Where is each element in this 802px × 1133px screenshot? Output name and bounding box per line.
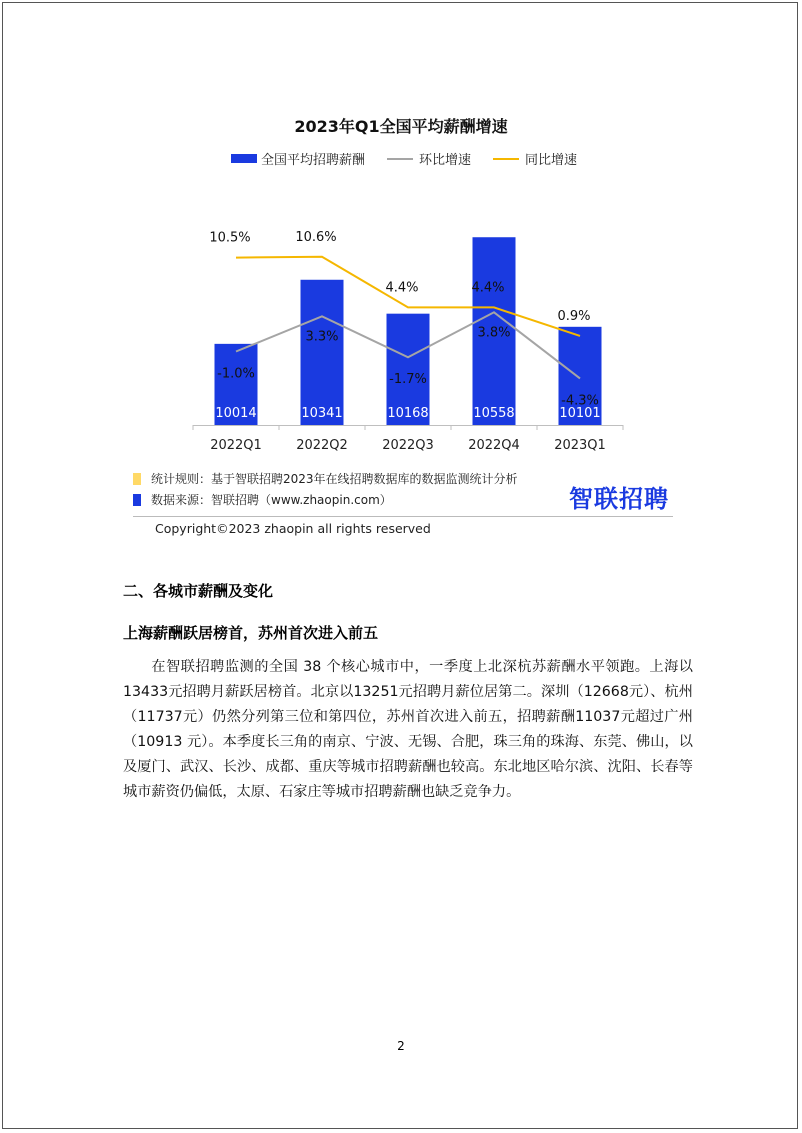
salary-growth-chart bbox=[3, 3, 799, 463]
x-tick-label: 2022Q1 bbox=[210, 438, 262, 453]
bar bbox=[301, 280, 344, 425]
copyright-text: Copyright©2023 zhaopin all rights reserved bbox=[155, 521, 431, 536]
bar-value-label: 10341 bbox=[301, 406, 343, 421]
legend-label-mom: 环比增速 bbox=[419, 153, 472, 168]
bar-value-label: 10558 bbox=[473, 406, 515, 421]
mom-data-label: 3.8% bbox=[477, 325, 511, 341]
source-square-icon bbox=[133, 494, 141, 506]
bar-value-label: 10168 bbox=[387, 406, 429, 421]
x-tick-label: 2023Q1 bbox=[554, 438, 606, 453]
document-page bbox=[2, 2, 798, 1129]
mom-data-label: -4.3% bbox=[561, 393, 599, 409]
yoy-data-label: 0.9% bbox=[557, 308, 591, 324]
section-heading: 二、各城市薪酬及变化 bbox=[123, 582, 274, 600]
x-tick-label: 2022Q2 bbox=[296, 438, 348, 453]
body-paragraph: 在智联招聘监测的全国 38 个核心城市中，一季度上北深杭苏薪酬水平领跑。上海以13433元招聘月薪跃居榜首。北京以13251元招聘月薪位居第二。深圳（12668元）、杭州（11737元）仍然分列第三位和第四位，苏州首次进入前五，招聘薪酬11037元超过广州（10913 元）。本季度长三角的南京、宁波、无锡、合肥，珠三角的珠海、东莞、佛山，以及厦门、武汉、长沙、成都、重庆等城市招聘薪酬也较高。东北地区哈尔滨、沈阳、长春等城市薪资仍偏低，太原、石家庄等城市招聘薪酬也缺乏竞争力。 bbox=[123, 659, 693, 800]
rule-square-icon bbox=[133, 473, 141, 485]
mom-data-label: -1.0% bbox=[217, 366, 255, 382]
sub-heading: 上海薪酬跃居榜首，苏州首次进入前五 bbox=[123, 624, 379, 642]
x-tick-label: 2022Q4 bbox=[468, 438, 520, 453]
yoy-data-label: 4.4% bbox=[471, 280, 505, 296]
page-number: 2 bbox=[397, 1039, 405, 1053]
yoy-data-label: 4.4% bbox=[385, 280, 419, 296]
mom-data-label: 3.3% bbox=[305, 329, 339, 345]
yoy-data-label: 10.5% bbox=[209, 230, 251, 246]
x-tick-label: 2022Q3 bbox=[382, 438, 434, 453]
footnote-source: 数据来源：智联招聘（www.zhaopin.com） bbox=[151, 493, 392, 507]
legend-label-salary: 全国平均招聘薪酬 bbox=[261, 153, 366, 168]
bar-value-label: 10014 bbox=[215, 406, 257, 421]
chart-title: 2023年Q1全国平均薪酬增速 bbox=[294, 117, 508, 136]
mom-data-label: -1.7% bbox=[389, 372, 427, 388]
yoy-data-label: 10.6% bbox=[295, 229, 337, 245]
bar-value-label: 10101 bbox=[559, 406, 601, 421]
footnote-divider bbox=[133, 516, 673, 517]
zhaopin-logo: 智联招聘 bbox=[569, 485, 669, 513]
legend-label-yoy: 同比增速 bbox=[525, 153, 578, 168]
footnote-rule: 统计规则：基于智联招聘2023年在线招聘数据库的数据监测统计分析 bbox=[151, 472, 518, 486]
